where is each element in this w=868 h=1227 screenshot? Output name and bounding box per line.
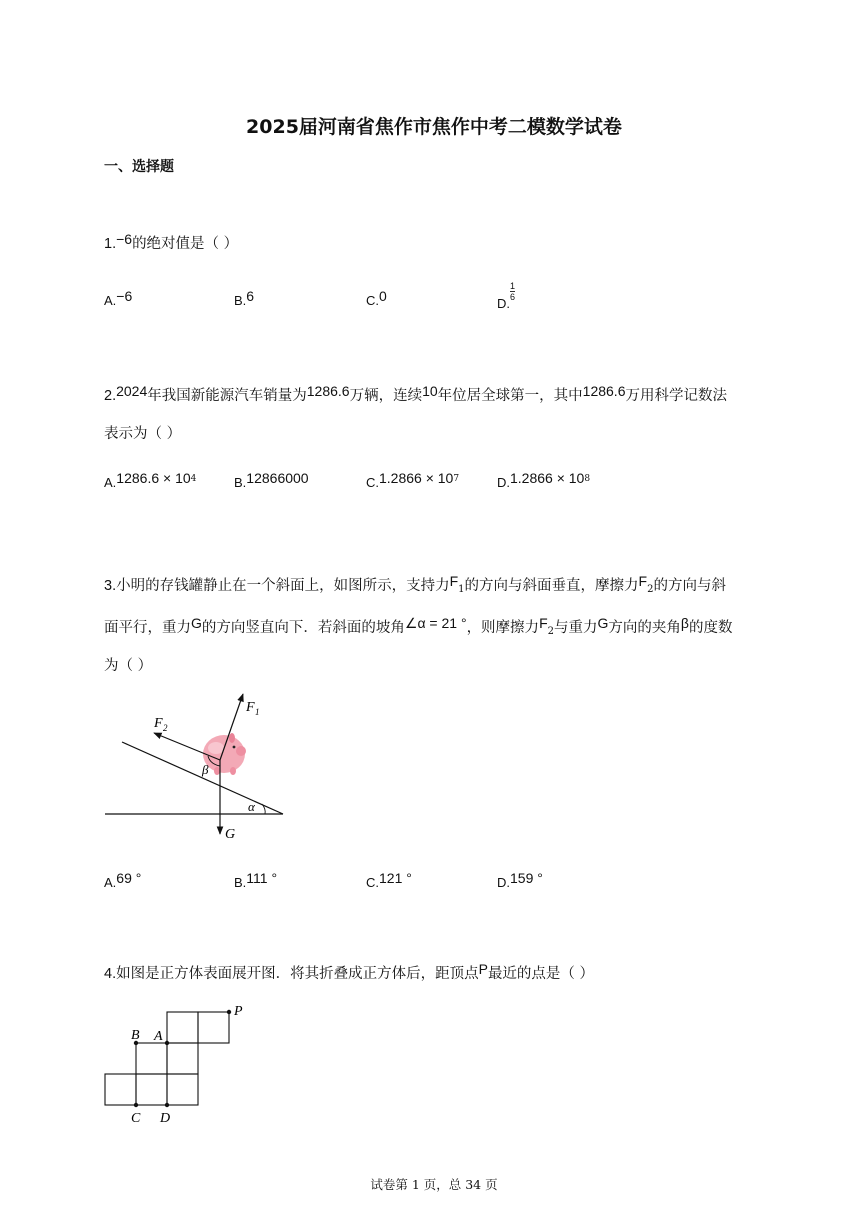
question-text: 如图是正方体表面展开图．将其折叠成正方体后，距顶点 xyxy=(116,966,479,982)
option-label: C. xyxy=(366,475,379,490)
question-number: 3. xyxy=(104,578,117,594)
label-c: C xyxy=(131,1111,141,1126)
option-label: D. xyxy=(497,475,510,490)
label-beta: β xyxy=(202,762,209,777)
option-value: 1.2866 × 10 xyxy=(510,470,585,486)
question-text: 面平行，重力 xyxy=(104,620,191,636)
question-text: 最近的点是（ ） xyxy=(487,966,595,982)
math-value: ∠α = 21 ° xyxy=(404,615,467,631)
option-b[interactable] xyxy=(234,870,278,891)
question-text: 的方向与斜面垂直，摩擦力 xyxy=(464,578,639,594)
question-text: 方向的夹角 xyxy=(608,620,681,636)
question-text: 的绝对值是（ ） xyxy=(132,236,239,252)
option-a[interactable] xyxy=(104,470,197,491)
question-text: 万用科学记数法 xyxy=(625,388,727,404)
math-value: 1286.6 xyxy=(306,383,350,399)
label-g: G xyxy=(225,827,236,842)
option-value: 69 ° xyxy=(116,870,142,886)
option-b[interactable] xyxy=(234,470,309,491)
label-alpha: α xyxy=(248,799,255,814)
question-4 xyxy=(104,962,594,983)
math-symbol: F xyxy=(449,573,459,589)
option-value: 121 ° xyxy=(379,870,412,886)
question-3 xyxy=(104,574,726,595)
question-2-line-2: 表示为（ ） xyxy=(104,426,182,442)
incline-force-diagram xyxy=(100,690,300,850)
math-symbol: β xyxy=(680,615,689,631)
math-value: 10 xyxy=(422,383,438,399)
option-label: D. xyxy=(497,295,510,311)
question-text: 年我国新能源汽车销量为 xyxy=(147,388,307,404)
math-symbol: G xyxy=(597,615,609,631)
option-label: A. xyxy=(104,475,117,490)
option-label: B. xyxy=(234,475,247,490)
point-c xyxy=(134,1103,138,1107)
option-value: 1.2866 × 10 xyxy=(379,470,454,486)
option-value: 12866000 xyxy=(246,470,309,486)
option-exponent: 4 xyxy=(190,474,197,484)
point-a xyxy=(165,1041,169,1045)
question-text: 的方向竖直向下．若斜面的坡角 xyxy=(201,620,405,636)
option-d[interactable] xyxy=(497,470,591,491)
question-number: 1. xyxy=(104,236,117,252)
option-exponent: 7 xyxy=(453,474,460,484)
question-number: 2. xyxy=(104,388,117,404)
option-c[interactable] xyxy=(366,870,412,891)
math-value: −6 xyxy=(116,231,133,247)
option-exponent: 8 xyxy=(584,474,591,484)
question-text: 的方向与斜 xyxy=(653,578,726,594)
option-c[interactable] xyxy=(366,470,460,491)
label-b: B xyxy=(131,1028,140,1043)
math-symbol: P xyxy=(478,961,488,977)
question-number: 4. xyxy=(104,966,117,982)
question-2 xyxy=(104,384,727,405)
question-3-line-2 xyxy=(104,616,732,637)
question-text: 与重力 xyxy=(554,620,598,636)
option-label: D. xyxy=(497,875,510,890)
option-label: A. xyxy=(104,875,117,890)
question-text: 小明的存钱罐静止在一个斜面上，如图所示，支持力 xyxy=(116,578,450,594)
fraction-numerator: 1 xyxy=(510,281,516,291)
fraction xyxy=(510,281,515,302)
option-d[interactable] xyxy=(497,870,543,891)
math-symbol: F xyxy=(638,573,648,589)
math-symbol: F xyxy=(539,615,548,631)
option-label: A. xyxy=(104,293,117,308)
label-f1-sub: 1 xyxy=(255,707,260,717)
section-heading: 一、选择题 xyxy=(104,159,174,175)
option-a[interactable] xyxy=(104,288,133,309)
option-value: −6 xyxy=(116,288,133,304)
page-title: 2025届河南省焦作市焦作中考二模数学试卷 xyxy=(246,116,622,138)
question-text: ，则摩擦力 xyxy=(466,620,540,636)
piggy-bank-icon xyxy=(203,733,246,775)
question-1 xyxy=(104,232,238,253)
question-text: 万辆，连续 xyxy=(349,388,423,404)
math-subscript: 1 xyxy=(458,584,465,595)
option-label: C. xyxy=(366,875,379,890)
option-label: C. xyxy=(366,293,379,308)
option-a[interactable] xyxy=(104,870,142,891)
label-d: D xyxy=(160,1111,171,1126)
label-f1: F xyxy=(246,700,255,715)
fraction-denominator: 6 xyxy=(510,292,516,302)
option-label: B. xyxy=(234,293,247,308)
option-value: 0 xyxy=(379,288,387,304)
page-footer: 试卷第 1 页，总 34 页 xyxy=(370,1177,498,1192)
math-value: 1286.6 xyxy=(582,383,626,399)
option-label: B. xyxy=(234,875,247,890)
point-p xyxy=(227,1010,231,1014)
label-f2: F xyxy=(154,716,163,731)
math-subscript: 2 xyxy=(547,626,554,637)
label-p: P xyxy=(234,1004,243,1019)
question-3-line-3: 为（ ） xyxy=(104,658,153,674)
cube-net-squares xyxy=(105,1012,229,1105)
point-d xyxy=(165,1103,169,1107)
option-b[interactable] xyxy=(234,288,255,309)
option-value: 6 xyxy=(246,288,255,304)
option-c[interactable] xyxy=(366,288,387,309)
math-subscript: 2 xyxy=(647,584,654,595)
option-value: 1286.6 × 10 xyxy=(116,470,191,486)
option-value: 111 ° xyxy=(246,870,278,886)
question-text: 年位居全球第一，其中 xyxy=(437,388,583,404)
label-a: A xyxy=(154,1029,163,1044)
label-f2-sub: 2 xyxy=(163,723,168,733)
math-value: 2024 xyxy=(116,383,148,399)
question-text: 的度数 xyxy=(688,620,733,636)
option-value: 159 ° xyxy=(510,870,543,886)
cube-net-diagram xyxy=(100,1000,260,1130)
option-d[interactable] xyxy=(497,281,516,311)
math-symbol: G xyxy=(191,615,202,631)
